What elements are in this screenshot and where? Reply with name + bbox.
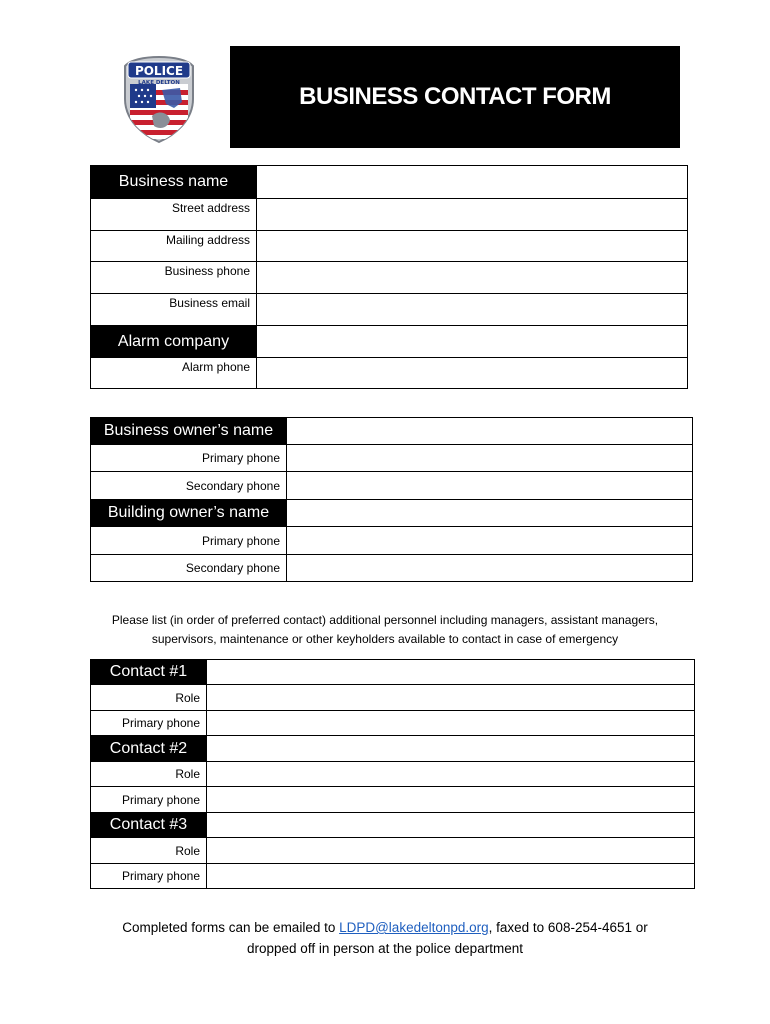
business-phone-row: [91, 262, 688, 294]
contact-2-phone-label: Primary phone: [91, 787, 207, 813]
alarm-phone-row: [91, 358, 688, 389]
business-phone-field[interactable]: [257, 262, 688, 294]
contact-2-header: Contact #2: [91, 736, 207, 762]
business-owner-primary-label: Primary phone: [91, 445, 287, 472]
contact-2-row: [91, 736, 695, 762]
shield-icon: [122, 54, 196, 144]
contact-1-role-field[interactable]: [207, 685, 695, 711]
business-owner-label: Business owner’s name: [91, 418, 287, 445]
building-owner-secondary-field[interactable]: [287, 555, 693, 582]
footer-note: [80, 917, 690, 959]
contacts-table: [90, 659, 695, 889]
contact-3-role-row: [91, 838, 695, 864]
email-link[interactable]: LDPD@lakedeltonpd.org: [339, 920, 489, 935]
police-badge-logo: [122, 54, 196, 144]
form-title-banner: [230, 46, 680, 148]
building-owner-label: Building owner’s name: [91, 500, 287, 527]
footer-line-1: [80, 917, 690, 938]
instructions: [80, 611, 690, 649]
business-owner-secondary-field[interactable]: [287, 472, 693, 500]
alarm-phone-field[interactable]: [257, 358, 688, 389]
building-owner-row: [91, 500, 693, 527]
contact-1-header: Contact #1: [91, 660, 207, 685]
street-address-field[interactable]: [257, 199, 688, 231]
business-name-field[interactable]: [257, 166, 688, 199]
business-owner-primary-row: [91, 445, 693, 472]
contact-2-role-label: Role: [91, 762, 207, 787]
contact-3-role-field[interactable]: [207, 838, 695, 864]
business-owner-primary-field[interactable]: [287, 445, 693, 472]
business-email-field[interactable]: [257, 294, 688, 326]
business-name-label: Business name: [91, 166, 257, 199]
mailing-address-row: [91, 231, 688, 262]
contact-2-phone-field[interactable]: [207, 787, 695, 813]
business-phone-label: Business phone: [91, 262, 257, 294]
business-owner-field[interactable]: [287, 418, 693, 445]
contact-3-header: Contact #3: [91, 813, 207, 838]
logo-top-text: POLICE: [134, 64, 184, 78]
contact-3-phone-field[interactable]: [207, 864, 695, 889]
business-owner-secondary-label: Secondary phone: [91, 472, 287, 500]
contact-1-role-row: [91, 685, 695, 711]
logo-ring-text: LAKE DELTON: [138, 80, 180, 86]
contact-1-phone-row: [91, 711, 695, 736]
contact-1-phone-field[interactable]: [207, 711, 695, 736]
contact-1-row: [91, 660, 695, 685]
owners-table: [90, 417, 693, 582]
alarm-company-label: Alarm company: [91, 326, 257, 358]
contact-3-row: [91, 813, 695, 838]
footer-prefix: Completed forms can be emailed to: [122, 920, 340, 935]
street-address-label: Street address: [91, 199, 257, 231]
contact-2-name-field[interactable]: [207, 736, 695, 762]
building-owner-primary-field[interactable]: [287, 527, 693, 555]
contact-2-phone-row: [91, 787, 695, 813]
building-owner-field[interactable]: [287, 500, 693, 527]
mailing-address-field[interactable]: [257, 231, 688, 262]
building-owner-primary-label: Primary phone: [91, 527, 287, 555]
contact-2-role-row: [91, 762, 695, 787]
contact-1-role-label: Role: [91, 685, 207, 711]
contact-1-phone-label: Primary phone: [91, 711, 207, 736]
street-address-row: [91, 199, 688, 231]
building-owner-primary-row: [91, 527, 693, 555]
contact-3-phone-row: [91, 864, 695, 889]
business-email-label: Business email: [91, 294, 257, 326]
contact-3-phone-label: Primary phone: [91, 864, 207, 889]
alarm-company-field[interactable]: [257, 326, 688, 358]
business-name-row: [91, 166, 688, 199]
contact-2-role-field[interactable]: [207, 762, 695, 787]
business-owner-secondary-row: [91, 472, 693, 500]
form-title: BUSINESS CONTACT FORM: [299, 83, 611, 110]
business-owner-row: [91, 418, 693, 445]
alarm-company-row: [91, 326, 688, 358]
business-email-row: [91, 294, 688, 326]
instructions-line-1: Please list (in order of preferred contact) additional personnel including managers, assistant managers,: [111, 613, 659, 627]
building-owner-secondary-row: [91, 555, 693, 582]
contact-3-role-label: Role: [91, 838, 207, 864]
footer-line-2: dropped off in person at the police department: [247, 941, 523, 956]
alarm-phone-label: Alarm phone: [91, 358, 257, 389]
contact-1-name-field[interactable]: [207, 660, 695, 685]
instructions-line-2: supervisors, maintenance or other keyholders available to contact in case of emergency: [151, 632, 619, 646]
contact-3-name-field[interactable]: [207, 813, 695, 838]
footer-suffix: , faxed to 608-254-4651 or: [488, 920, 648, 935]
building-owner-secondary-label: Secondary phone: [91, 555, 287, 582]
business-info-table: [90, 165, 688, 389]
mailing-address-label: Mailing address: [91, 231, 257, 262]
